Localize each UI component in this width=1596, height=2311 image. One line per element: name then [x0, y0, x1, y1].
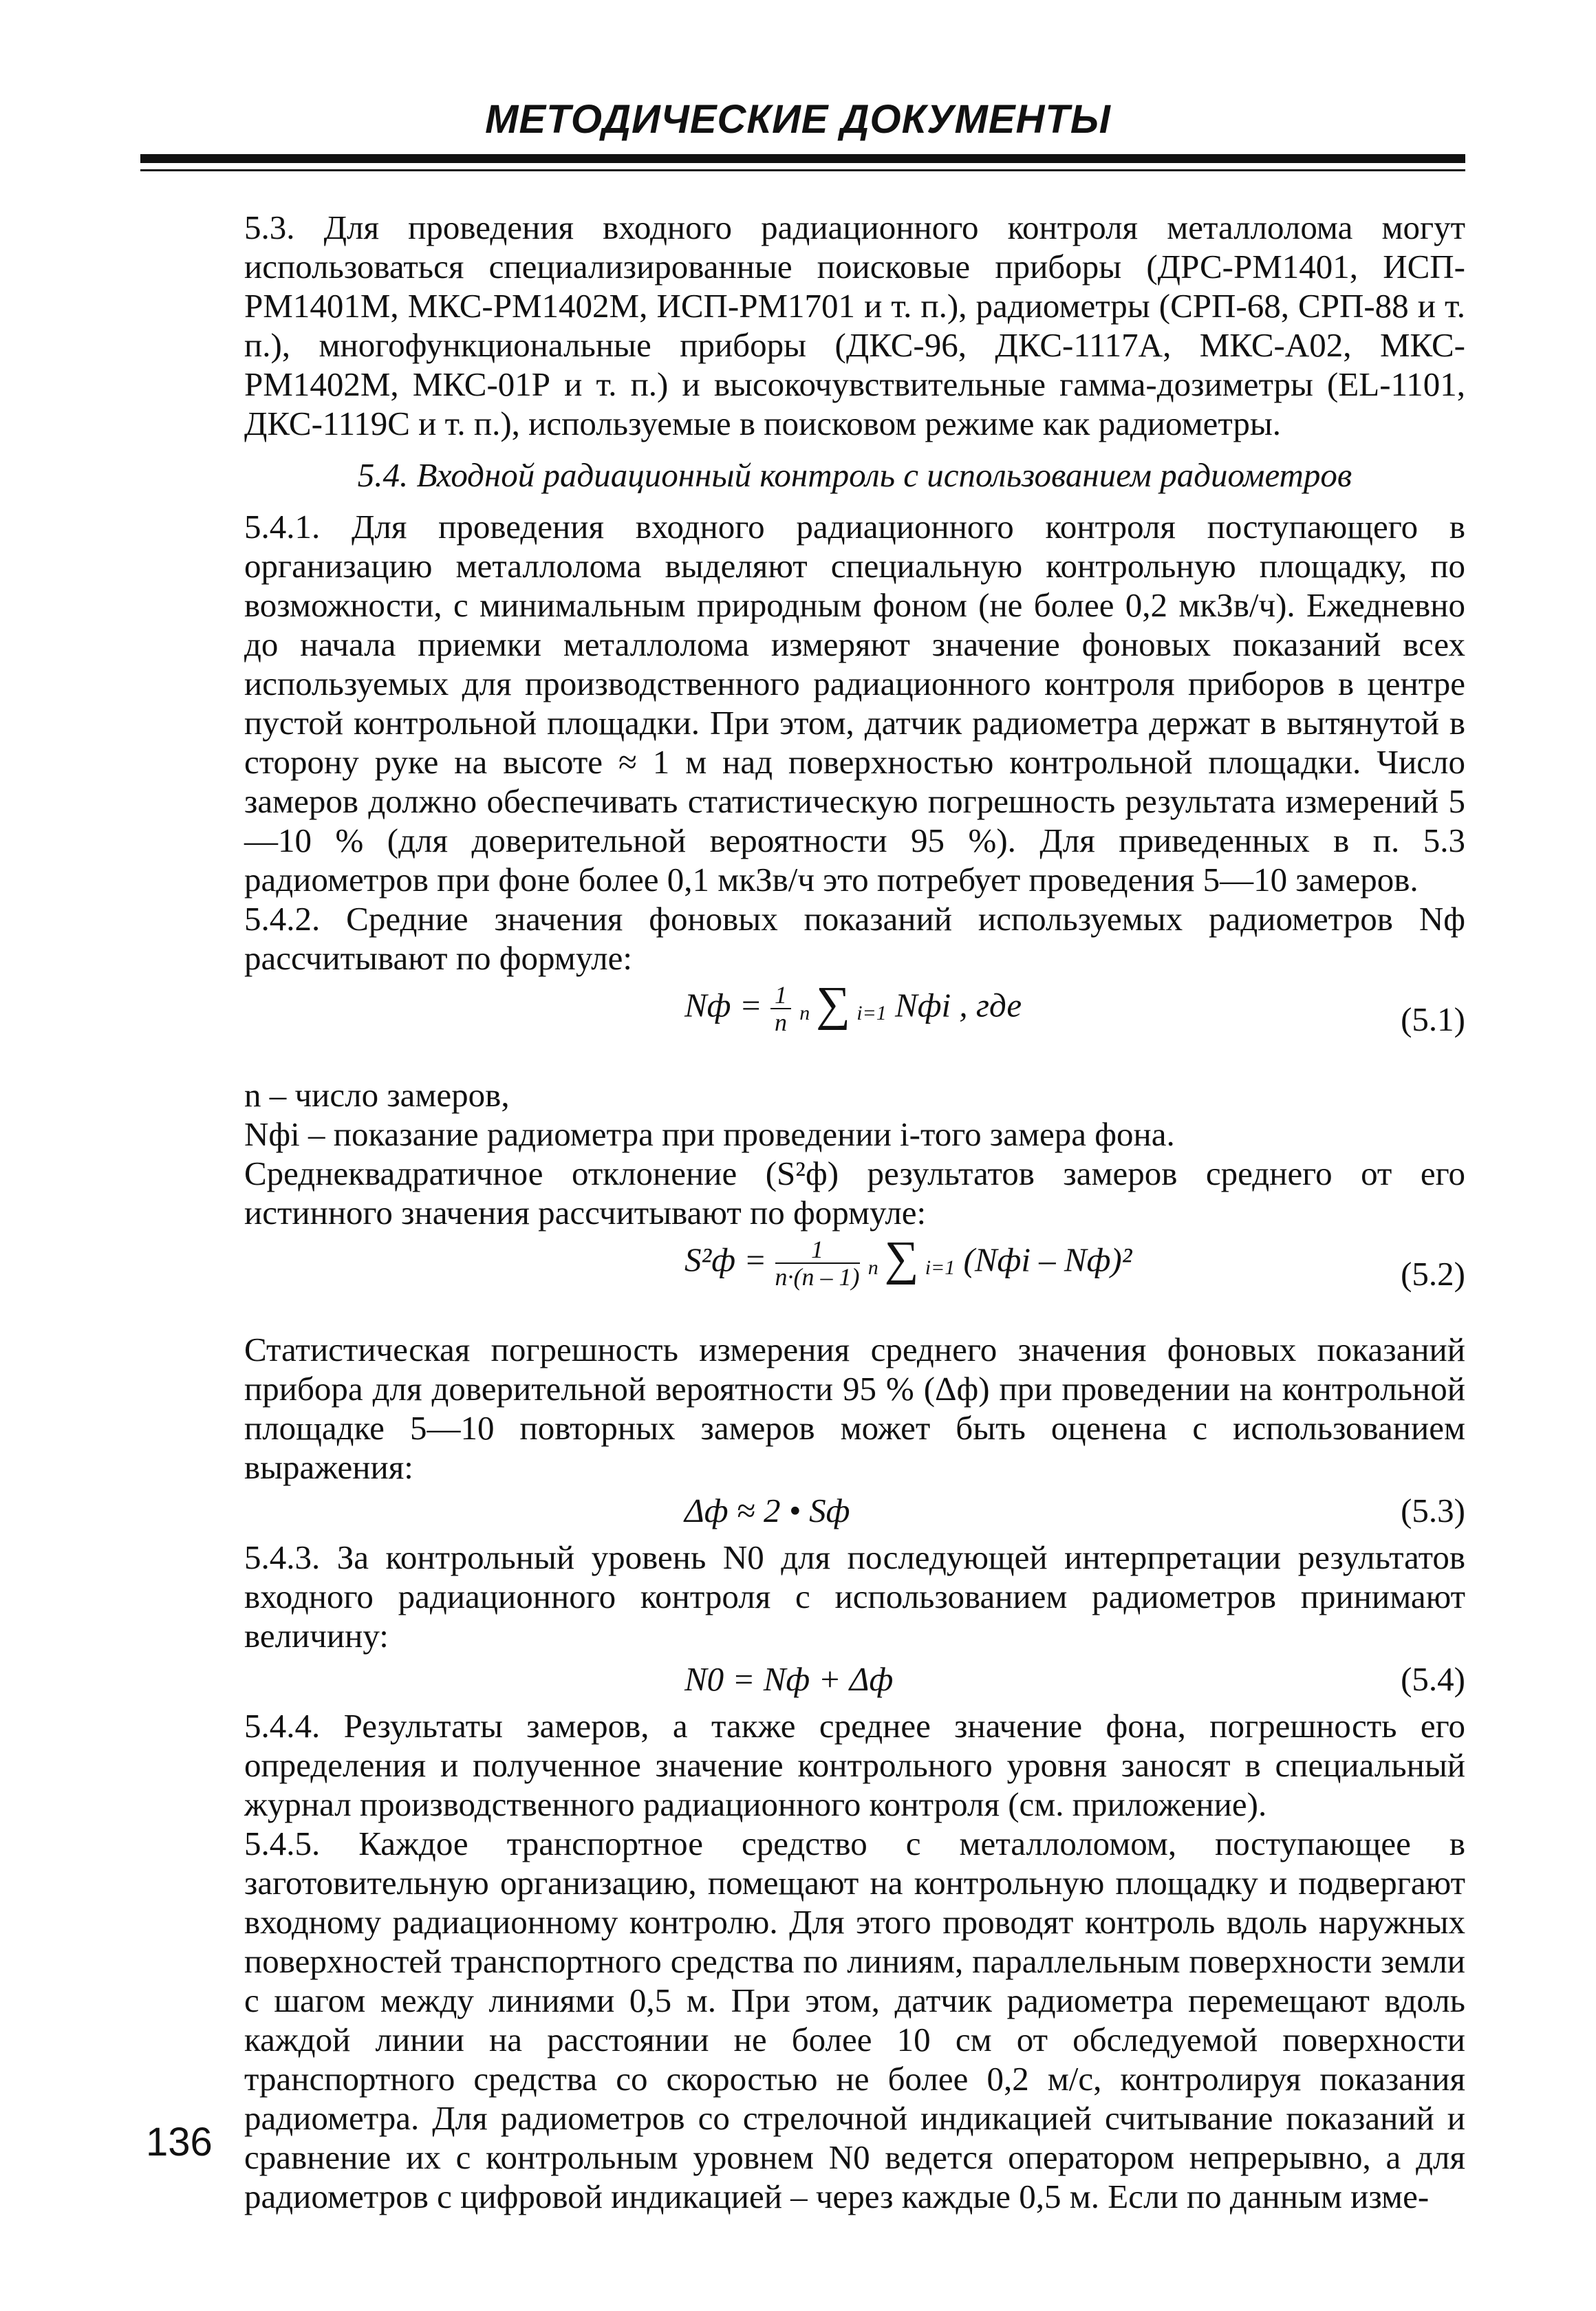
formula-5-2-expression	[684, 1232, 1132, 1291]
formula-5-1-sum-upper: n	[799, 1001, 810, 1024]
page-number: 136	[146, 2120, 213, 2164]
formula-5-3	[244, 1491, 1465, 1534]
running-header: МЕТОДИЧЕСКИЕ ДОКУМЕНТЫ	[485, 97, 1111, 142]
formula-5-2-sum	[867, 1232, 956, 1285]
formula-5-1	[244, 977, 1465, 1071]
paragraph-std-deviation: Среднеквадратичное отклонение (S²ф) результатов замеров среднего от его истинного значения рассчитывают по формуле:	[244, 1154, 1465, 1232]
sigma-icon: ∑	[816, 977, 851, 1031]
formula-5-1-numerator: 1	[770, 982, 791, 1009]
formula-5-4	[244, 1659, 1465, 1702]
paragraph-5-4-3: 5.4.3. За контрольный уровень N0 для последующей интерпретации результатов входного радиационного контроля с использованием радиометров принимают величину:	[244, 1538, 1465, 1655]
formula-5-1-sum	[799, 977, 887, 1031]
formula-5-1-body: Nфi , где	[895, 986, 1022, 1024]
sigma-icon: ∑	[884, 1232, 919, 1285]
formula-5-1-lhs: Nф =	[684, 986, 762, 1024]
definition-nfi: Nфi – показание радиометра при проведении i-того замера фона.	[244, 1115, 1175, 1153]
formula-5-2-number: (5.2)	[1401, 1255, 1465, 1293]
definition-n: n – число замеров,	[244, 1076, 510, 1114]
paragraph-5-4-4: 5.4.4. Результаты замеров, а также среднее значение фона, погрешность его определения и полученное значение контрольного уровня заносят в специальный журнал производственного радиационного контроля (см. приложение).	[244, 1707, 1465, 1823]
paragraph-5-4-5: 5.4.5. Каждое транспортное средство с металлоломом, поступающее в заготовительную организацию, помещают на контрольную площадку и подвергают входному радиационному контролю. Для этого проводят контроль вдоль наружных поверхностей транспортного средства по линиям, параллельным поверхности земли с шагом между линиями 0,5 м. При этом, датчик радиометра перемещают вдоль каждой линии на расстоянии не более 10 см от обследуемой поверхности транспортного средства со скоростью не более 0,2 м/с, контролируя показания радиометра. Для радиометров со стрелочной индикацией считывание показаний и сравнение их с контрольным уровнем N0 ведется оператором непрерывно, а для радиометров с цифровой индикацией – через каждые 0,5 м. Если по данным изме-	[244, 1825, 1465, 2215]
formula-5-4-number: (5.4)	[1401, 1660, 1465, 1698]
formula-5-2-lhs: S²ф =	[684, 1240, 767, 1279]
formula-5-2-fraction	[775, 1236, 860, 1290]
formula-5-1-expression	[684, 977, 1022, 1036]
page-body	[244, 208, 1465, 2216]
formula-5-1-number: (5.1)	[1401, 1000, 1465, 1038]
formula-5-2-denominator: n·(n – 1)	[775, 1263, 860, 1291]
formula-5-3-expression: Δф ≈ 2 • Sф	[684, 1492, 850, 1529]
paragraph-statistical-error: Статистическая погрешность измерения среднего значения фоновых показаний прибора для доверительной вероятности 95 % (Δф) при проведении на контрольной площадке 5—10 повторных замеров может быть оценена с использованием выражения:	[244, 1331, 1465, 1486]
paragraph-5-4-2: 5.4.2. Средние значения фоновых показаний используемых радиометров Nф рассчитывают по формуле:	[244, 900, 1465, 977]
formula-5-4-expression: N0 = Nф + Δф	[684, 1660, 894, 1698]
formula-5-1-denominator: n	[775, 1009, 788, 1036]
formula-5-2-body: (Nфi – Nф)²	[963, 1240, 1132, 1279]
paragraph-5-4-1: 5.4.1. Для проведения входного радиационного контроля поступающего в организацию металлолома выделяют специальную контрольную площадку, по возможности, с минимальным природным фоном (не более 0,2 мкЗв/ч). Ежедневно до начала приемки металлолома измеряют значение фоновых показаний всех используемых для производственного радиационного контроля приборов в центре пустой контрольной площадки. При этом, датчик радиометра держат в вытянутой в сторону руке на высоте ≈ 1 м над поверхностью контрольной площадки. Число замеров должно обеспечивать статистическую погрешность результата измерений 5—10 % (для доверительной вероятности 95 %). Для приведенных в п. 5.3 радиометров при фоне более 0,1 мкЗв/ч это потребует проведения 5—10 замеров.	[244, 508, 1465, 899]
paragraph-5-3: 5.3. Для проведения входного радиационного контроля металлолома могут использоваться специализированные поисковые приборы (ДРС-РМ1401, ИСП-РМ1401М, МКС-РМ1402М, ИСП-РМ1701 и т. п.), радиометры (СРП-68, СРП-88 и т. п.), многофункциональные приборы (ДКС-96, ДКС-1117А, МКС-А02, МКС-РМ1402М, МКС-01Р и т. п.) и высокочувствительные гамма-дозиметры (EL-1101, ДКС-1119С и т. п.), используемые в поисковом режиме как радиометры.	[244, 208, 1465, 442]
formula-5-2-sum-upper: n	[867, 1256, 878, 1279]
formula-5-3-number: (5.3)	[1401, 1492, 1465, 1529]
formula-5-2	[244, 1232, 1465, 1326]
formula-5-2-numerator: 1	[775, 1236, 860, 1264]
section-title-5-4: 5.4. Входной радиационный контроль с использованием радиометров	[357, 456, 1352, 494]
formula-5-2-sum-lower: i=1	[925, 1256, 956, 1279]
formula-5-1-sum-lower: i=1	[856, 1001, 887, 1024]
header-rule-thin	[140, 169, 1465, 171]
formula-5-1-fraction	[770, 982, 791, 1035]
header-rule-thick	[140, 154, 1465, 163]
